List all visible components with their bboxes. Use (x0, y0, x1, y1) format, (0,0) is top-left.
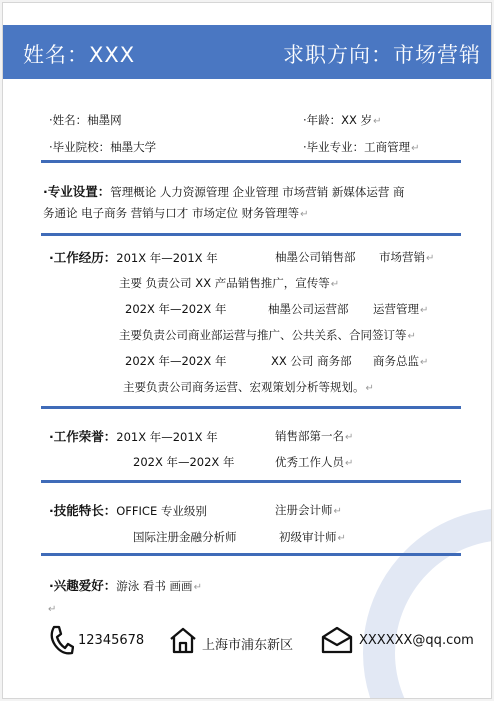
skills-item-3: 国际注册金融分析师 (133, 530, 237, 544)
honors-period-2: 202X 年—202X 年 (133, 455, 235, 469)
info-age: ·年龄：XX 岁↵ (303, 113, 382, 127)
phone-icon (48, 625, 74, 655)
hobbies-row: ·兴趣爱好：游泳 看书 画画↵ (49, 578, 202, 593)
empty-paragraph-mark: ↵ (48, 604, 57, 615)
resume-page (2, 2, 492, 699)
courses-line-2: 务通论 电子商务 营销与口才 市场定位 财务管理等↵ (43, 206, 309, 220)
info-major: ·毕业专业：工商管理↵ (303, 140, 420, 154)
skills-item-4: 初级审计师↵ (279, 530, 346, 544)
contact-address: 上海市浦东新区 (202, 638, 294, 653)
work-job2-period: 202X 年—202X 年 (125, 302, 227, 316)
section-divider (41, 553, 461, 556)
work-job3-title: 商务总监↵ (373, 354, 429, 368)
skills-item-2: 注册会计师↵ (275, 503, 342, 517)
section-divider (41, 160, 461, 163)
work-label: ·工作经历：201X 年—201X 年 (49, 250, 218, 265)
info-name: ·姓名：柚墨网 (49, 113, 122, 127)
work-job2-company: 柚墨公司运营部 (268, 302, 349, 316)
header-job-target: 求职方向：市场营销 (283, 43, 481, 67)
work-job1-title: 市场营销↵ (379, 250, 435, 264)
work-job2-desc: 主要负责公司商业部运营与推广、公共关系、合同签订等↵ (119, 328, 416, 342)
section-divider (41, 233, 461, 236)
work-job3-desc: 主要负责公司商务运营、宏观策划分析等规划。↵ (123, 380, 374, 394)
header-name: 姓名：XXX (23, 43, 136, 67)
work-job1-desc: 主要 负责公司 XX 产品销售推广，宣传等↵ (119, 276, 340, 290)
info-school: ·毕业院校：柚墨大学 (49, 140, 157, 154)
section-divider (41, 480, 461, 483)
honors-row-1: ·工作荣誉：201X 年—201X 年 (49, 429, 218, 444)
work-job3-company: XX 公司 商务部 (271, 354, 352, 368)
section-divider (41, 406, 461, 409)
home-icon (169, 626, 197, 654)
work-job2-title: 运营管理↵ (373, 302, 429, 316)
decorative-arc (363, 508, 492, 699)
courses-line-1: ·专业设置：管理概论 人力资源管理 企业管理 市场营销 新媒体运营 商 (43, 184, 405, 199)
contact-email: XXXXXX@qq.com (359, 633, 474, 648)
contact-phone: 12345678 (78, 633, 145, 648)
header-banner (3, 25, 492, 79)
work-job1-company: 柚墨公司销售部 (275, 250, 356, 264)
skills-row-1: ·技能特长：OFFICE 专业级别 (49, 503, 207, 518)
honors-title-1: 销售部第一名↵ (275, 429, 354, 443)
work-job3-period: 202X 年—202X 年 (125, 354, 227, 368)
mail-icon (321, 626, 353, 654)
honors-title-2: 优秀工作人员↵ (275, 455, 354, 469)
